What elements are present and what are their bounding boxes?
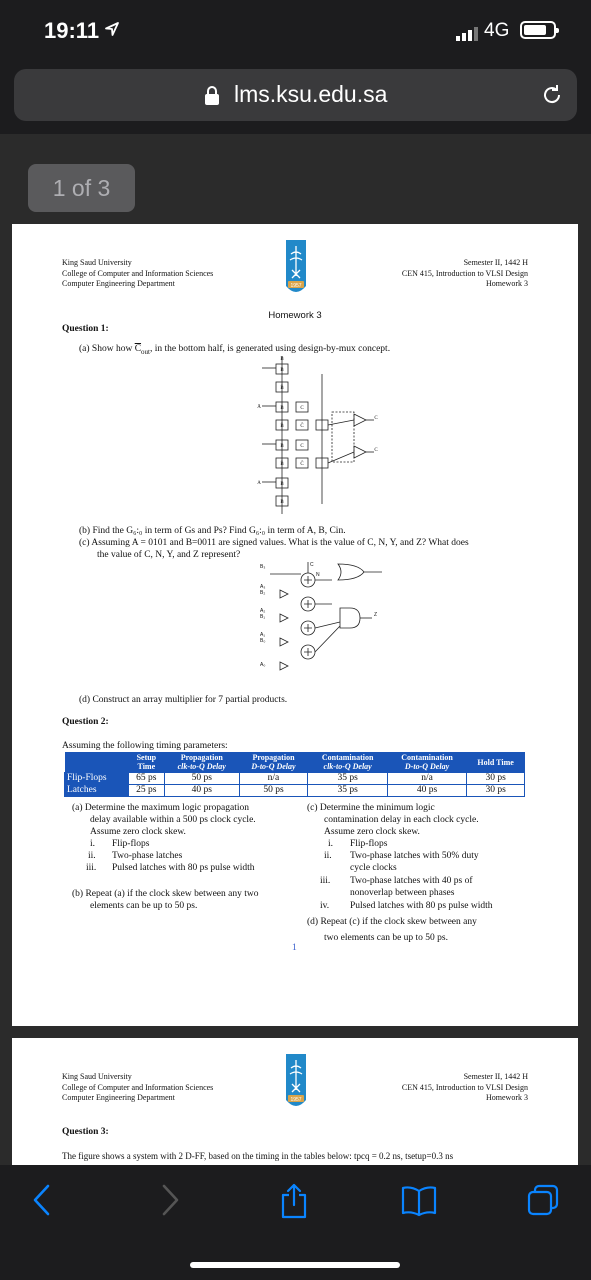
q2c-item: i. Flip-flops xyxy=(328,839,388,849)
q2a-line3: Assume zero clock skew. xyxy=(90,827,186,837)
back-icon[interactable] xyxy=(30,1183,54,1217)
location-arrow-icon xyxy=(104,21,120,37)
svg-text:Z: Z xyxy=(374,612,378,618)
clock-time: 19:11 xyxy=(44,18,100,43)
svg-text:B: B xyxy=(280,406,284,411)
page-indicator: 1 of 3 xyxy=(28,164,135,212)
svg-text:Ā: Ā xyxy=(257,405,261,410)
tabs-icon[interactable] xyxy=(526,1183,560,1217)
mux-circuit-diagram xyxy=(242,354,382,518)
q2a-item: i. Flip-flops xyxy=(90,839,150,849)
q2a-item: ii. Two-phase latches xyxy=(88,851,183,861)
q2c-item-cont: nonoverlap between phases xyxy=(350,888,455,898)
q1d-text: (d) Construct an array multiplier for 7 partial products. xyxy=(79,695,288,705)
q2a-line2: delay available within a 500 ps clock cycle. xyxy=(90,815,256,825)
pdf-page-2 xyxy=(12,1038,578,1165)
network-type: 4G xyxy=(484,20,510,41)
header-university: King Saud University College of Computer and Information Sciences Computer Engineering Department xyxy=(62,1072,214,1102)
q2b-line2: elements can be up to 50 ps. xyxy=(90,901,198,911)
pdf-page-1 xyxy=(12,224,578,1026)
svg-text:C̄: C̄ xyxy=(300,462,304,467)
svg-text:B: B xyxy=(280,482,284,487)
q3-heading: Question 3: xyxy=(62,1127,109,1137)
svg-text:N: N xyxy=(316,572,320,578)
table-row: Latches 25 ps 40 ps 50 ps 35 ps 40 ps 30 ps xyxy=(65,785,525,797)
share-icon[interactable] xyxy=(279,1183,309,1219)
q2c-item: ii. Two-phase latches with 50% duty xyxy=(324,851,479,861)
col-header xyxy=(65,752,129,773)
svg-text:A₀: A₀ xyxy=(260,662,266,668)
lock-icon xyxy=(204,86,220,106)
forward-icon[interactable] xyxy=(158,1183,182,1217)
col-header: Setup Time xyxy=(128,752,164,773)
col-header: Propagation D-to-Q Delay xyxy=(239,752,308,773)
q2c-item-cont: cycle clocks xyxy=(350,863,397,873)
q1c-text-line2: the value of C, N, Y, and Z represent? xyxy=(97,550,241,560)
q2b-line1: (b) Repeat (a) if the clock skew between any two xyxy=(72,889,259,899)
svg-text:B: B xyxy=(280,357,284,362)
q2c-line3: Assume zero clock skew. xyxy=(324,827,420,837)
svg-text:B̄: B̄ xyxy=(280,462,284,467)
q1-heading: Question 1: xyxy=(62,324,109,334)
signal-bars-icon xyxy=(456,27,480,41)
svg-text:B₂: B₂ xyxy=(260,590,266,596)
svg-text:B: B xyxy=(280,368,284,373)
svg-text:A₁: A₁ xyxy=(260,632,266,638)
timing-table xyxy=(64,752,525,797)
status-bar xyxy=(0,0,591,62)
svg-text:C: C xyxy=(374,416,378,421)
q1a-text: (a) Show how $\overline{C}_{out}$, in the bottom half, is generated using design-by-mux concept. xyxy=(79,344,391,356)
svg-text:B̄: B̄ xyxy=(280,386,284,391)
svg-text:A: A xyxy=(257,481,261,486)
header-course: Semester II, 1442 H CEN 415, Introduction to VLSI Design Homework 3 xyxy=(401,1072,528,1102)
pdf-viewer[interactable] xyxy=(0,134,591,1165)
page-number: 1 xyxy=(292,943,297,953)
svg-text:1957: 1957 xyxy=(290,1097,302,1103)
homework-title: Homework 3 xyxy=(268,310,322,321)
q2a-item: iii. Pulsed latches with 80 ps pulse width xyxy=(86,863,255,873)
q1b-text: (b) Find the G₆:₀ in term of Gs and Ps? Find G₆:₀ in term of A, B, Cin. xyxy=(79,526,346,536)
address-bar[interactable] xyxy=(14,69,577,121)
q2-intro: Assuming the following timing parameters: xyxy=(62,741,228,751)
svg-text:C̄: C̄ xyxy=(300,424,304,429)
battery-icon xyxy=(520,21,556,39)
reload-icon[interactable] xyxy=(540,83,564,107)
col-header: Propagation clk-to-Q Delay xyxy=(164,752,239,773)
header-university: King Saud University College of Computer and Information Sciences Computer Engineering Department xyxy=(62,258,214,288)
q2c-item: iii. Two-phase latches with 40 ps of xyxy=(320,876,473,886)
svg-text:C: C xyxy=(374,448,378,453)
q2c-item: iv. Pulsed latches with 80 ps pulse width xyxy=(320,901,493,911)
svg-text:B₁: B₁ xyxy=(260,614,266,620)
svg-text:B: B xyxy=(280,500,284,505)
svg-text:C: C xyxy=(300,444,304,449)
col-header: Contamination clk-to-Q Delay xyxy=(308,752,387,773)
bookmarks-icon[interactable] xyxy=(401,1183,437,1217)
q3-text: The figure shows a system with 2 D-FF, based on the timing in the tables below: tpcq = 0.2 ns, tsetup=0.3 ns xyxy=(62,1151,454,1161)
header-course: Semester II, 1442 H CEN 415, Introduction to VLSI Design Homework 3 xyxy=(401,258,528,288)
svg-text:C: C xyxy=(310,562,314,568)
svg-text:B₃: B₃ xyxy=(260,564,266,570)
q1c-text-line1: (c) Assuming A = 0101 and B=0011 are signed values. What is the value of C, N, Y, and Z? What does xyxy=(79,538,469,548)
col-header: Hold Time xyxy=(467,752,525,773)
q2d-line2: two elements can be up to 50 ps. xyxy=(324,933,449,943)
url-text: lms.ksu.edu.sa xyxy=(234,81,388,107)
svg-text:B̄: B̄ xyxy=(280,424,284,429)
svg-text:1957: 1957 xyxy=(290,283,302,289)
svg-text:A₂: A₂ xyxy=(260,608,266,614)
university-logo xyxy=(284,240,308,298)
col-header: Contamination D-to-Q Delay xyxy=(387,752,466,773)
home-indicator xyxy=(190,1262,400,1268)
q2c-line1: (c) Determine the minimum logic xyxy=(307,803,435,813)
svg-text:A₃: A₃ xyxy=(260,584,266,590)
adder-flags-diagram xyxy=(252,560,392,680)
svg-text:B₀: B₀ xyxy=(260,638,266,644)
table-row: Flip-Flops 65 ps 50 ps n/a 35 ps n/a 30 ps xyxy=(65,773,525,785)
q2-heading: Question 2: xyxy=(62,717,109,727)
svg-text:B: B xyxy=(280,444,284,449)
q2c-line2: contamination delay in each clock cycle. xyxy=(324,815,479,825)
svg-text:C: C xyxy=(300,406,304,411)
q2a-line1: (a) Determine the maximum logic propagation xyxy=(72,803,250,813)
university-logo xyxy=(284,1054,308,1112)
q2d-line1: (d) Repeat (c) if the clock skew between any xyxy=(307,917,477,927)
